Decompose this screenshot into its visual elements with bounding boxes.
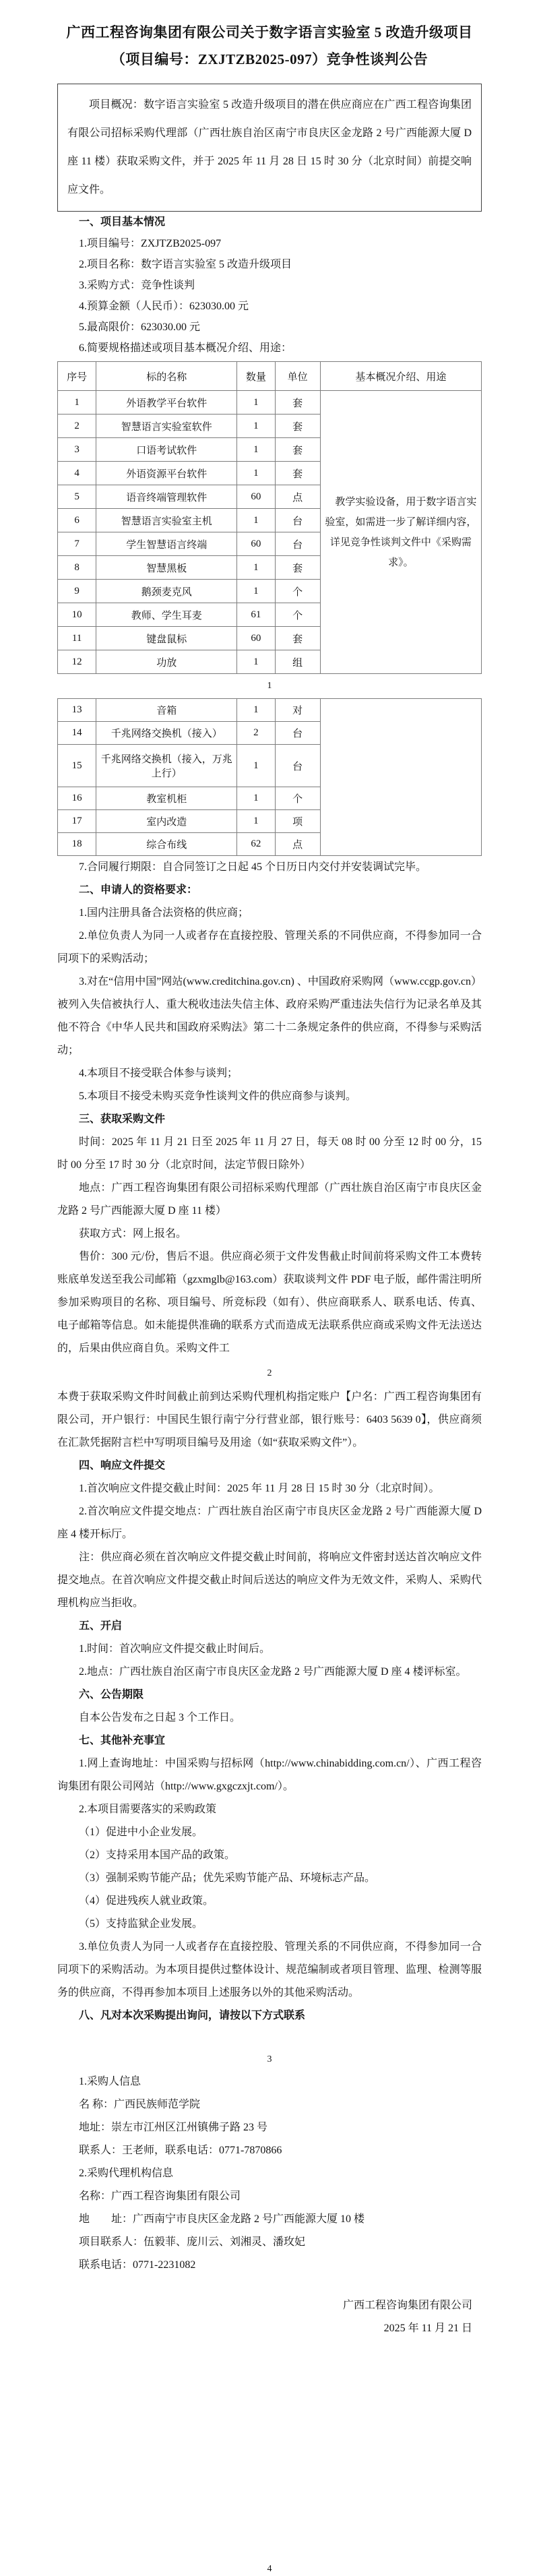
table-cell: 基本概况介绍、用途 xyxy=(320,362,481,391)
table-cell: 台 xyxy=(275,509,320,532)
section-heading-4: 四、响应文件提交 xyxy=(79,1460,166,1471)
paragraph-budget: 4.预算金额（人民币）：623030.00 元 xyxy=(79,301,249,312)
paragraph-contract-term: 7.合同履行期限：自合同签订之日起 45 个日历日内交付并安装调试完毕。 xyxy=(79,861,427,873)
paragraph-policy-3: （3）强制采购节能产品；优先采购节能产品、环境标志产品。 xyxy=(79,1872,376,1884)
table-cell: 外语教学平台软件 xyxy=(96,391,237,415)
table-cell: 1 xyxy=(237,650,275,674)
page-number: 4 xyxy=(267,2564,272,2574)
paragraph-purchaser-info: 1.采购人信息 xyxy=(79,2076,141,2087)
paragraph-agency-info: 2.采购代理机构信息 xyxy=(79,2168,174,2179)
paragraph-qualify-4: 4.本项目不接受联合体参与谈判； xyxy=(79,1068,239,1079)
table-cell: 13 xyxy=(58,699,96,722)
paragraph-project-no: 1.项目编号：ZXJTZB2025-097 xyxy=(79,238,222,249)
paragraph-notice-period: 自本公告发布之日起 3 个工作日。 xyxy=(79,1712,241,1723)
section-heading-5: 五、开启 xyxy=(79,1620,123,1632)
paragraph-other-1: 1.网上查询地址：中国采购与招标网（http://www.chinabidding.com.cn/）、广西工程咨询集团有限公司网站（http://www.gxgczxjt.com/）。 xyxy=(57,1758,482,1792)
signature-date: 2025 年 11 月 21 日 xyxy=(383,2323,472,2334)
table-cell: 教室机柜 xyxy=(96,787,237,810)
table-header-row xyxy=(58,362,482,391)
paragraph-other-2: 2.本项目需要落实的采购政策 xyxy=(79,1804,217,1815)
table-cell: 套 xyxy=(275,462,320,485)
paragraph-qualify-3: 3.对在“信用中国”网站(www.creditchina.gov.cn) 、中国政府采购网（www.ccgp.gov.cn）被列入失信被执行人、重大税收违法失信主体、政府采购严重违法失信行为记录名单及其他不符合《中华人民共和国政府采购法》第二十二条规定条件的供应商，不得参与采购活动； xyxy=(57,976,482,1056)
table-cell: 台 xyxy=(275,745,320,787)
table-cell: 套 xyxy=(275,415,320,438)
table-cell: 60 xyxy=(237,532,275,556)
table-cell: 点 xyxy=(275,485,320,509)
table-cell: 台 xyxy=(275,722,320,745)
page-number: 1 xyxy=(267,681,272,691)
paragraph-agency-phone: 联系电话：0771-2231082 xyxy=(79,2259,196,2271)
paragraph-policy-4: （4）促进残疾人就业政策。 xyxy=(79,1895,214,1907)
table-cell: 套 xyxy=(275,627,320,650)
table-cell: 语音终端管理软件 xyxy=(96,485,237,509)
table-cell: 智慧语言实验室软件 xyxy=(96,415,237,438)
table-cell: 智慧语言实验室主机 xyxy=(96,509,237,532)
paragraph-obtain-time: 时间：2025 年 11 月 21 日至 2025 年 11 月 27 日，每天 08 时 00 分至 12 时 00 分，15 时 00 分至 17 时 30 分（北京时间，法定节假日除外） xyxy=(57,1136,482,1171)
table-cell: 套 xyxy=(275,438,320,462)
table-cell: 智慧黑板 xyxy=(96,556,237,580)
table-cell: 1 xyxy=(237,415,275,438)
signature-company: 广西工程咨询集团有限公司 xyxy=(342,2300,472,2311)
table-cell: 9 xyxy=(58,580,96,603)
table-cell: 套 xyxy=(275,556,320,580)
paragraph-project-name: 2.项目名称：数字语言实验室 5 改造升级项目 xyxy=(79,259,292,270)
table-cell: 个 xyxy=(275,603,320,627)
table-cell: 音箱 xyxy=(96,699,237,722)
table-cell: 室内改造 xyxy=(96,810,237,833)
table-cell: 7 xyxy=(58,532,96,556)
table-cell: 1 xyxy=(237,699,275,722)
section-heading-6: 六、公告期限 xyxy=(79,1689,144,1700)
table-cell: 组 xyxy=(275,650,320,674)
paragraph-qualify-2: 2.单位负责人为同一人或者存在直接控股、管理关系的不同供应商，不得参加同一合同项下的采购活动； xyxy=(57,930,482,964)
table-cell: 4 xyxy=(58,462,96,485)
page-number: 3 xyxy=(267,2054,272,2064)
paragraph-open-time: 1.时间：首次响应文件提交截止时间后。 xyxy=(79,1643,271,1655)
table-cell: 点 xyxy=(275,833,320,856)
table-row xyxy=(58,391,482,415)
table-cell: 序号 xyxy=(58,362,96,391)
table-cell: 对 xyxy=(275,699,320,722)
table-cell: 3 xyxy=(58,438,96,462)
paragraph-obtain-way: 获取方式：网上报名。 xyxy=(79,1228,187,1239)
table-cell: 1 xyxy=(237,509,275,532)
paragraph-policy-5: （5）支持监狱企业发展。 xyxy=(79,1918,203,1930)
paragraph-obtain-place: 地点：广西工程咨询集团有限公司招标采购代理部（广西壮族自治区南宁市良庆区金龙路 2 号广西能源大厦 D 座 11 楼） xyxy=(57,1182,482,1217)
doc-title-line2: （项目编号：ZXJTZB2025-097）竞争性谈判公告 xyxy=(110,51,429,67)
table-cell: 个 xyxy=(275,787,320,810)
table-note-cell xyxy=(320,699,481,856)
paragraph-agency-contacts: 项目联系人：伍毅菲、庞川云、刘湘灵、潘玫妃 xyxy=(79,2236,306,2248)
table-cell: 标的名称 xyxy=(96,362,237,391)
table-cell: 8 xyxy=(58,556,96,580)
table-cell: 61 xyxy=(237,603,275,627)
section-heading-2: 二、申请人的资格要求： xyxy=(79,884,198,896)
table-cell: 2 xyxy=(237,722,275,745)
table-cell: 60 xyxy=(237,627,275,650)
table-cell: 62 xyxy=(237,833,275,856)
table-cell: 1 xyxy=(237,462,275,485)
paragraph-submit-deadline: 1.首次响应文件提交截止时间：2025 年 11 月 28 日 15 时 30 分（北京时间）。 xyxy=(79,1483,440,1494)
table-cell: 口语考试软件 xyxy=(96,438,237,462)
doc-body xyxy=(57,212,482,2576)
section-heading-1: 一、项目基本情况 xyxy=(79,216,166,228)
paragraph-purchaser-address: 地址：崇左市江州区江州镇佛子路 23 号 xyxy=(79,2122,268,2133)
table-cell: 10 xyxy=(58,603,96,627)
table-row xyxy=(58,699,482,722)
table-cell: 套 xyxy=(275,391,320,415)
table-note-cell xyxy=(320,391,481,674)
paragraph-purchaser-contact: 联系人：王老师，联系电话：0771-7870866 xyxy=(79,2145,282,2156)
items-table-page2 xyxy=(57,698,482,856)
table-cell: 教师、学生耳麦 xyxy=(96,603,237,627)
table-cell: 单位 xyxy=(275,362,320,391)
paragraph-other-3: 3.单位负责人为同一人或者存在直接控股、管理关系的不同供应商，不得参加同一合同项下的采购活动。为本项目提供过整体设计、规范编制或者项目管理、监理、检测等服务的供应商，不得再参加本项目上述服务以外的其他采购活动。 xyxy=(57,1941,482,1998)
table-cell: 台 xyxy=(275,532,320,556)
items-table-page1 xyxy=(57,361,482,674)
table-cell: 键盘鼠标 xyxy=(96,627,237,650)
table-cell: 个 xyxy=(275,580,320,603)
table-cell: 1 xyxy=(237,438,275,462)
paragraph-purchaser-name: 名 称：广西民族师范学院 xyxy=(79,2099,201,2110)
paragraph-qualify-1: 1.国内注册具备合法资格的供应商； xyxy=(79,907,249,919)
table-cell: 千兆网络交换机（接入，万兆上行） xyxy=(96,745,237,787)
paragraph-policy-2: （2）支持采用本国产品的政策。 xyxy=(79,1849,236,1861)
table-cell: 千兆网络交换机（接入） xyxy=(96,722,237,745)
doc-title-line1: 广西工程咨询集团有限公司关于数字语言实验室 5 改造升级项目 xyxy=(66,24,473,40)
table-cell: 12 xyxy=(58,650,96,674)
table-cell: 18 xyxy=(58,833,96,856)
table-cell: 鹅颈麦克风 xyxy=(96,580,237,603)
paragraph-agency-name: 名称：广西工程咨询集团有限公司 xyxy=(79,2190,241,2202)
table-cell: 1 xyxy=(237,745,275,787)
table-cell: 1 xyxy=(237,810,275,833)
table-cell: 功放 xyxy=(96,650,237,674)
table-cell: 2 xyxy=(58,415,96,438)
section-heading-3: 三、获取采购文件 xyxy=(79,1113,166,1125)
table-cell: 学生智慧语言终端 xyxy=(96,532,237,556)
table-cell: 14 xyxy=(58,722,96,745)
paragraph-price-part1: 售价：300 元/份，售后不退。供应商必须于文件发售截止时间前将采购文件工本费转账底单发送至我公司邮箱（gzxmglb@163.com）获取谈判文件 PDF 电子版，邮件需注明所参加采购项目的名称、项目编号、所竞标段（如有）、供应商联系人、联系电话、传真、电子邮箱等信息。如未能提供准确的联系方式而造成无法联系供应商或采购文件无法送达的，后果由供应商自负。采购文件工 xyxy=(57,1251,482,1354)
table-cell: 项 xyxy=(275,810,320,833)
page-number: 2 xyxy=(267,1368,272,1378)
paragraph-price-part2: 本费于获取采购文件时间截止前到达采购代理机构指定账户【户名：广西工程咨询集团有限公司，开户银行：中国民生银行南宁分行营业部，银行账号：6403 5639 0】，供应商须在汇款凭据附言栏中写明项目编号及用途（如“获取采购文件”）。 xyxy=(57,1391,482,1448)
table-cell: 60 xyxy=(237,485,275,509)
paragraph-submit-place: 2.首次响应文件提交地点：广西壮族自治区南宁市良庆区金龙路 2 号广西能源大厦 D 座 4 楼开标厅。 xyxy=(57,1506,482,1540)
project-overview-text: 项目概况：数字语言实验室 5 改造升级项目的潜在供应商应在广西工程咨询集团有限公司招标采购代理部（广西壮族自治区南宁市良庆区金龙路 2 号广西能源大厦 D 座 11 楼）获取采购文件，并于 2025 年 11 月 28 日 15 时 30 分（北京时间）前提交响应文件。 xyxy=(67,99,472,195)
table-cell: 11 xyxy=(58,627,96,650)
project-overview-box xyxy=(57,84,482,212)
paragraph-submit-note: 注：供应商必须在首次响应文件提交截止时间前，将响应文件密封送达首次响应文件提交地点。在首次响应文件提交截止时间后送达的响应文件为无效文件，采购人、采购代理机构应当拒收。 xyxy=(57,1552,482,1609)
section-heading-8: 八、凡对本次采购提出询问，请按以下方式联系 xyxy=(79,2010,306,2021)
section-heading-7: 七、其他补充事宜 xyxy=(79,1735,166,1746)
table-cell: 外语资源平台软件 xyxy=(96,462,237,485)
table-cell: 综合布线 xyxy=(96,833,237,856)
table-cell: 数量 xyxy=(237,362,275,391)
table-cell: 1 xyxy=(237,391,275,415)
paragraph-agency-address: 地 址：广西南宁市良庆区金龙路 2 号广西能源大厦 10 楼 xyxy=(79,2213,365,2225)
paragraph-policy-1: （1）促进中小企业发展。 xyxy=(79,1827,203,1838)
paragraph-qualify-5: 5.本项目不接受未购买竞争性谈判文件的供应商参与谈判。 xyxy=(79,1091,357,1102)
table-cell: 16 xyxy=(58,787,96,810)
table-cell: 1 xyxy=(237,580,275,603)
table-cell: 6 xyxy=(58,509,96,532)
paragraph-spec-intro: 6.简要规格描述或项目基本概况介绍、用途： xyxy=(79,342,292,354)
table-cell: 1 xyxy=(58,391,96,415)
table-cell: 5 xyxy=(58,485,96,509)
paragraph-procure-method: 3.采购方式：竞争性谈判 xyxy=(79,280,195,291)
table-cell: 15 xyxy=(58,745,96,787)
table-cell: 1 xyxy=(237,556,275,580)
table-cell: 17 xyxy=(58,810,96,833)
paragraph-max-price: 5.最高限价：623030.00 元 xyxy=(79,321,201,333)
paragraph-open-place: 2.地点：广西壮族自治区南宁市良庆区金龙路 2 号广西能源大厦 D 座 4 楼评标室。 xyxy=(79,1666,467,1678)
table-cell: 1 xyxy=(237,787,275,810)
table-note-text: 教学实验设备，用于数字语言实验室，如需进一步了解详细内容，详见竞争性谈判文件中《采购需求》。 xyxy=(325,496,477,568)
